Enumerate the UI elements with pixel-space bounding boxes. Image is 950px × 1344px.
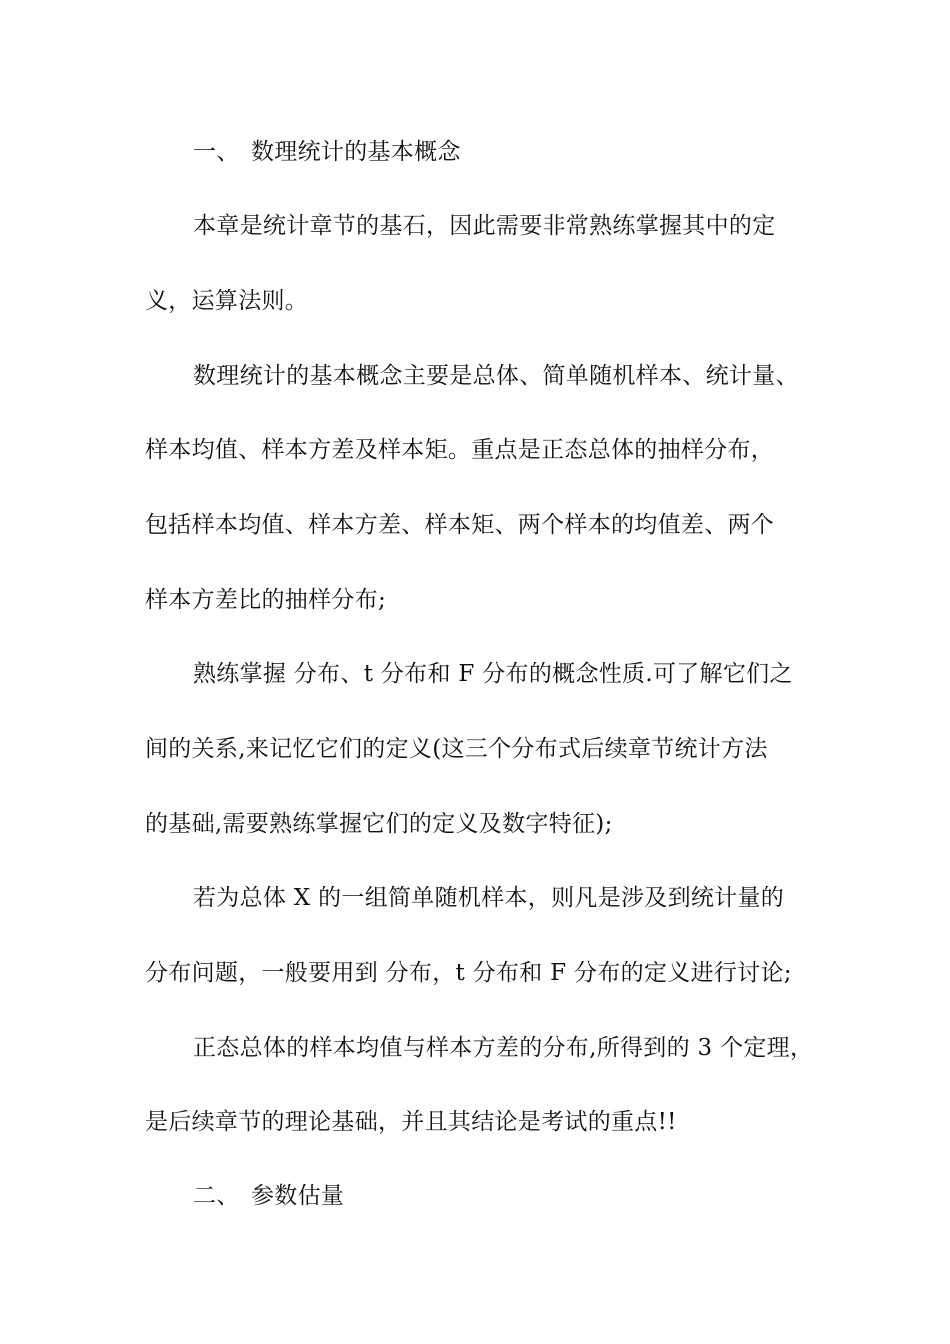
paragraph-line: 义，运算法则。: [145, 288, 309, 314]
paragraph-line: 数理统计的基本概念主要是总体、简单随机样本、统计量、: [193, 363, 799, 389]
paragraph-line: 样本方差比的抽样分布;: [145, 587, 387, 613]
paragraph-line: 正态总体的样本均值与样本方差的分布,所得到的 3 个定理，: [193, 1035, 814, 1061]
section-heading-1: [193, 137, 873, 167]
paragraph-line: 本章是统计章节的基石，因此需要非常熟练掌握其中的定: [193, 213, 776, 239]
section-heading-2: [193, 1181, 873, 1211]
paragraph-line: 的基础,需要熟练掌握它们的定义及数字特征);: [145, 811, 613, 837]
heading-text: 数理统计的基本概念: [251, 139, 461, 165]
paragraph-line: 样本均值、样本方差及样本矩。重点是正态总体的抽样分布，: [145, 437, 775, 463]
heading-text: 参数估量: [251, 1183, 345, 1209]
paragraph-line: 间的关系,来记忆它们的定义(这三个分布式后续章节统计方法: [145, 736, 768, 762]
paragraph-line: 是后续章节的理论基础，并且其结论是考试的重点!!: [145, 1109, 677, 1135]
paragraph-line: 分布问题，一般要用到 分布，t 分布和 F 分布的定义进行讨论;: [145, 960, 792, 986]
heading-number: 二、: [193, 1183, 240, 1209]
paragraph-line: 熟练掌握 分布、t 分布和 F 分布的概念性质.可了解它们之: [193, 661, 793, 687]
paragraph-line: 若为总体 X 的一组简单随机样本，则凡是涉及到统计量的: [193, 885, 785, 911]
heading-number: 一、: [193, 139, 240, 165]
paragraph-line: 包括样本均值、样本方差、样本矩、两个样本的均值差、两个: [145, 512, 775, 538]
